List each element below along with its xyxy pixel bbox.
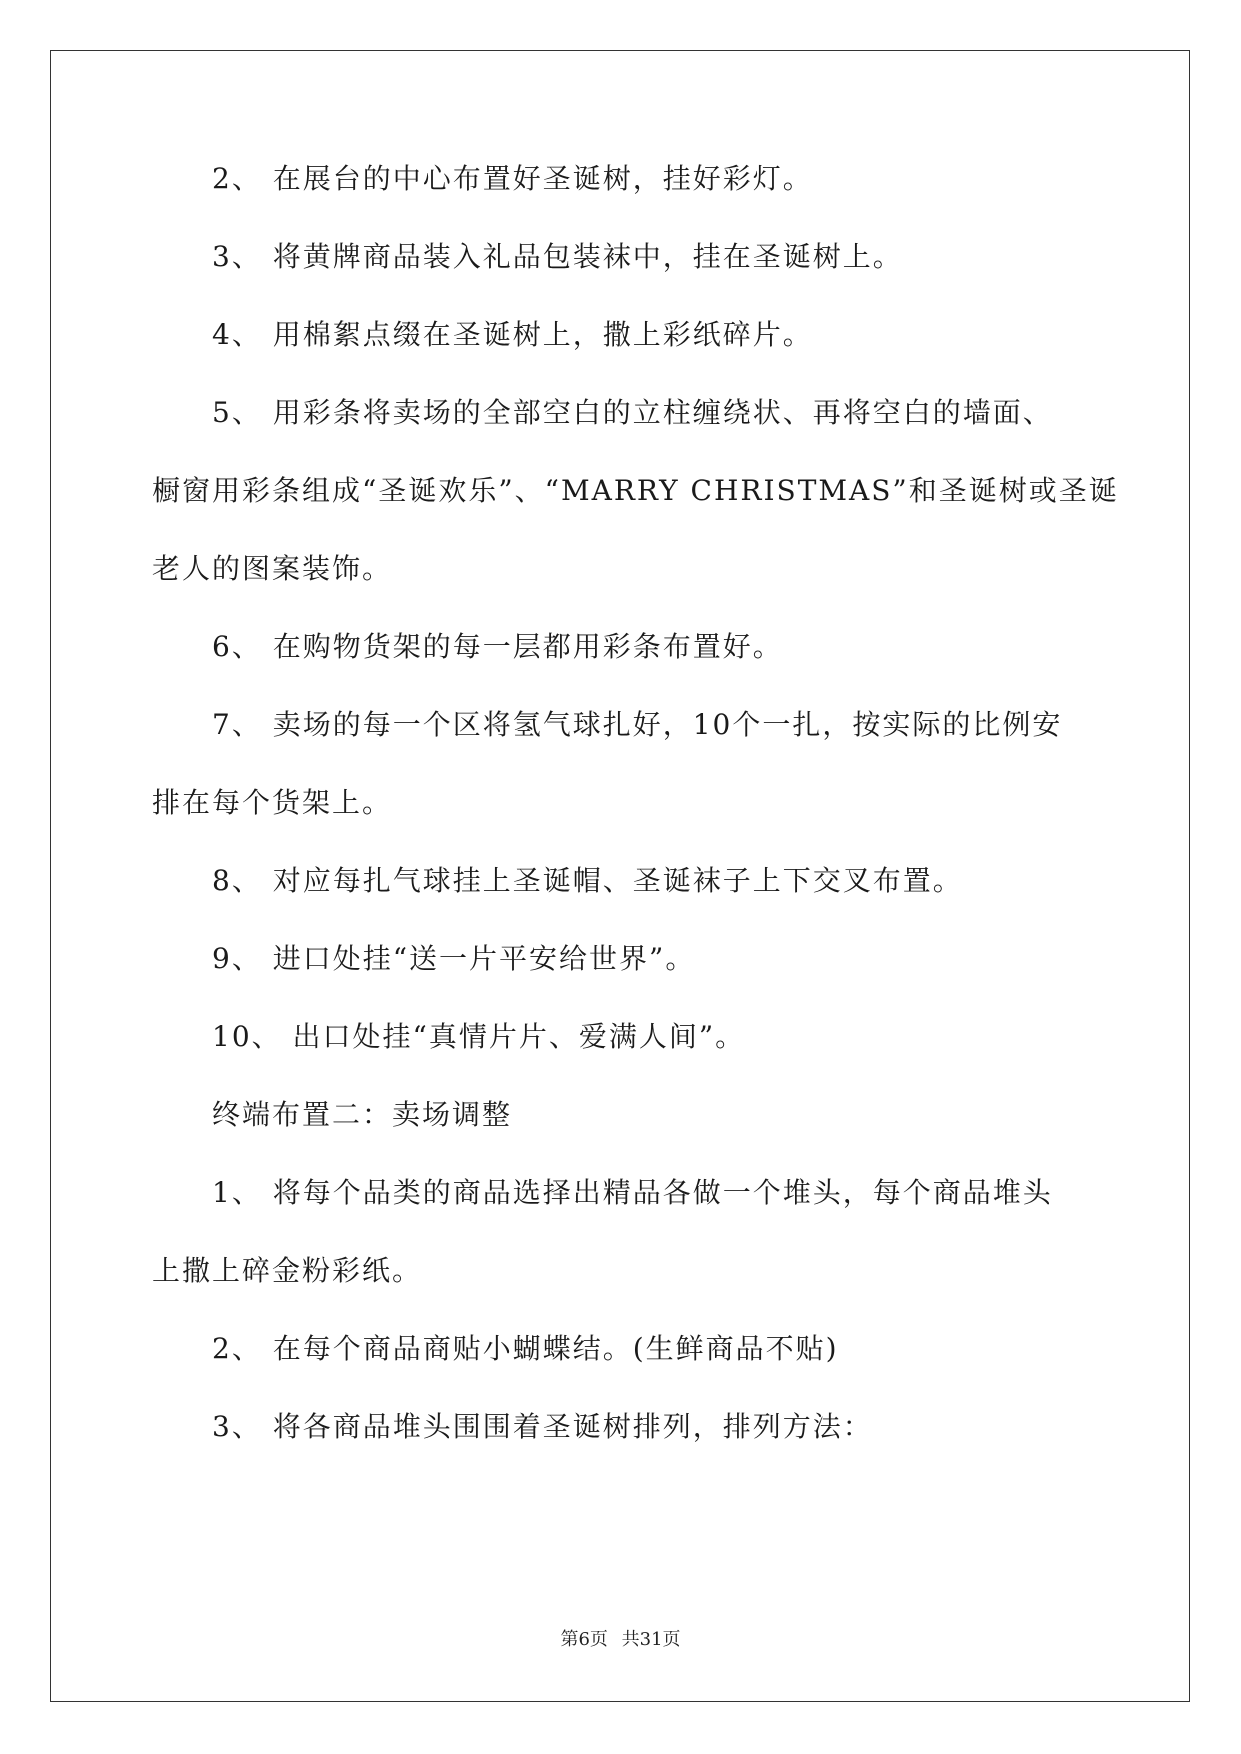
- paragraph-line: 9、 进口处挂“送一片平安给世界”。: [212, 942, 696, 975]
- paragraph-line: 7、 卖场的每一个区将氢气球扎好，10个一扎，按实际的比例安: [212, 708, 1063, 741]
- page-total: 共31页: [621, 1629, 681, 1650]
- paragraph-line: 上撒上碎金粉彩纸。: [152, 1254, 423, 1287]
- paragraph-line: 3、 将黄牌商品装入礼品包装袜中，挂在圣诞树上。: [212, 240, 903, 273]
- paragraph-line: 2、 在每个商品商贴小蝴蝶结。(生鲜商品不贴): [212, 1332, 839, 1365]
- paragraph-line: 6、 在购物货架的每一层都用彩条布置好。: [212, 630, 783, 663]
- paragraph-line: 排在每个货架上。: [152, 786, 393, 819]
- paragraph-line: 1、 将每个品类的商品选择出精品各做一个堆头，每个商品堆头: [212, 1176, 1053, 1209]
- section-heading: 终端布置二：卖场调整: [212, 1098, 513, 1131]
- document-body: [152, 160, 1119, 1486]
- paragraph-line: 5、 用彩条将卖场的全部空白的立柱缠绕状、再将空白的墙面、: [212, 396, 1053, 429]
- paragraph-line: 4、 用棉絮点缀在圣诞树上，撒上彩纸碎片。: [212, 318, 813, 351]
- paragraph-line: 3、 将各商品堆头围围着圣诞树排列，排列方法：: [212, 1410, 873, 1443]
- paragraph-line: 8、 对应每扎气球挂上圣诞帽、圣诞袜子上下交叉布置。: [212, 864, 963, 897]
- paragraph-line: 10、 出口处挂“真情片片、爱满人间”。: [212, 1020, 746, 1053]
- paragraph-line: 2、 在展台的中心布置好圣诞树，挂好彩灯。: [212, 162, 813, 195]
- page-footer: [0, 1628, 1241, 1652]
- page-number: 第6页: [560, 1629, 608, 1650]
- paragraph-line: 老人的图案装饰。: [152, 552, 393, 585]
- paragraph-line: 橱窗用彩条组成“圣诞欢乐”、“MARRY CHRISTMAS”和圣诞树或圣诞: [152, 474, 1119, 507]
